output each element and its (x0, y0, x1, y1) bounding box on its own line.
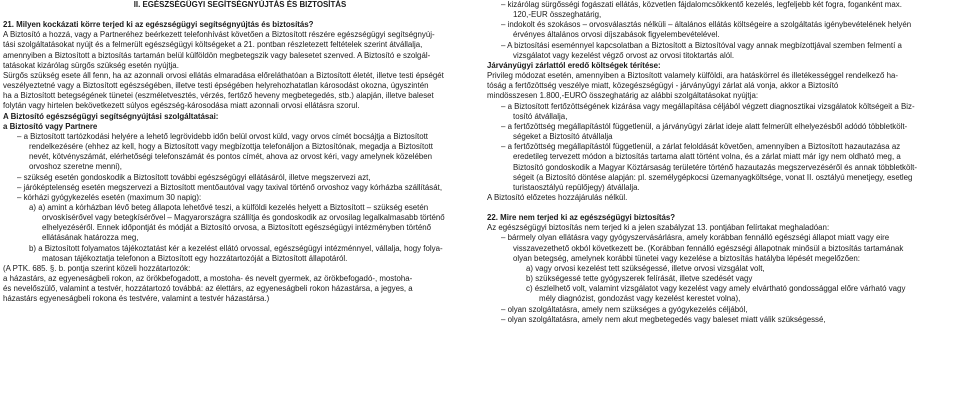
list-subitem-continuation: mély diagnózist, gondozást vagy kezelést kerestet volna), (539, 294, 741, 304)
list-item: – a fertőzöttség megállapítástól függetlenül, a járványügyi zárlat ideje alatt felmerült elhelyezésből adódó többletkölt- (501, 121, 908, 131)
paragraph-line: ha a Biztosított betegségének tünetei (eszméletvesztés, vérzés, fertőző heveny megbetegedés, stb.) alapján, illetve baleset (3, 91, 434, 101)
list-subitem: a) vagy orvosi kezelést tett szükségessé, illetve orvosi vizsgálat volt, (526, 263, 765, 273)
paragraph-line: veszélyeztetné vagy a Biztosított egészségében, illetve testi épségében helyrehozhatatlan károsodást okozna, úgyszintén (3, 81, 429, 91)
list-subitem: a) a) amint a kórházban lévő beteg állapota lehetővé teszi, a külföldi kezelés helyett a Biztosított – szükség esetén (29, 202, 429, 212)
list-item-continuation: orvoshoz szeretne menni), (29, 162, 122, 172)
paragraph-line: és nevelőszülő, valamint a testvér, hozzátartozó továbbá: az élettárs, az egyeneságbeli rokon házastársa, a jegyes, a (3, 284, 413, 294)
paragraph-line: házastárs egyeneságbeli rokona és testvére, valamint a testvér házastársa.) (3, 294, 270, 304)
list-item: – olyan szolgáltatásra, amely nem akut megbetegedés vagy baleset miatt válik szükségessé, (501, 314, 826, 324)
list-item: – a Biztosított tartózkodási helyére a lehető legrövidebb időn belül orvost küld, vagy orvos címét bocsájtja a Biztosított (17, 131, 428, 141)
paragraph-line: a házastárs, az egyeneságbeli rokon, az örökbefogadott, a mostoha- és nevelt gyermek, az örökbefogadó-, mostoha- (3, 274, 413, 284)
list-item-continuation: visszavezethető okból következett be. (Korábban fennálló egészségi állapotnak minősül a biztosítás tartamának (513, 243, 904, 253)
list-item-continuation: ségeket a Biztosító átvállalja (513, 132, 613, 142)
list-item-continuation: tosító átvállalja, (513, 111, 568, 121)
list-item: – kizárólag sürgősségi fogászati ellátás, közvetlen fájdalomcsökkentő kezelés, legfeljebb két fogra, foganként max. (501, 0, 902, 9)
list-subitem: b) szükségessé tette gyógyszerek felírását, illetve szedését vagy (526, 274, 753, 284)
list-subitem: b) a Biztosított folyamatos tájékoztatást kér a kezelést ellátó orvossal, egészségügyi intézménnyel, vállalja, hogy folya- (29, 243, 443, 253)
paragraph-line: Az egészségügyi biztosítás nem terjed ki a jelen szabályzat 13. pontjában felírtakat meghaladóan: (487, 223, 830, 233)
list-item-continuation: nevét, kötvényszámát, elérhetőségi telefonszámát és pontos címét, ahova az orvost kéri, vagy amelynek közelében (29, 152, 433, 162)
list-item: – A biztosítási eseménnyel kapcsolatban a Biztosított a Biztosítóval vagy annak megbízottjával szemben felmentí a (501, 40, 902, 50)
ptk-reference: (A PTK. 685. §. b. pontja szerint közeli hozzátartozók: (3, 263, 191, 273)
list-subitem-continuation: elhelyezéséről. Ennek időpontját és módját a Biztosító orvosa, a Biztosított egészségügyi intézményben történő (42, 223, 432, 233)
list-item: – a fertőzöttség megállapítástól függetlenül, a zárlat feloldását követően, amennyiben a Biztosított hazautazása az (501, 142, 901, 152)
paragraph-line: Sürgős szükség esete áll fenn, ha az azonnali orvosi ellátás elmaradása előreláthatóan a Biztosított életét, illetve testi épségét (3, 70, 444, 80)
left-column (3, 0, 477, 305)
list-item-continuation: rendelkezésére (ehhez az kell, hogy a Biztosított vagy megbízottja telefonáljon a Biztosítónak, megadja a Biztosított (29, 142, 433, 152)
list-item-continuation: eredetileg tervezett módon a biztosítás tartama alatt történt volna, és a zárlat miatt már így nem oldható meg, a (513, 152, 901, 162)
paragraph-line: tási szolgáltatásokat nyújt és a felmerült egészségügyi költségeket a 21. pontban részletezett feltételek szerint átvállalja, (3, 40, 423, 50)
paragraph-line: A Biztosító előzetes hozzájárulás nélkül. (487, 192, 628, 202)
paragraph-line: mindösszesen 1.800,-EURÓ összeghatárig az alábbi szolgáltatásokat nyújtja: (487, 91, 759, 101)
paragraph-line: folytán vagy hirtelen bekövetkezett súlyos egészség-károsodása miatt azonnali orvosi ellátásra szorul. (3, 101, 360, 111)
list-item: – szükség esetén gondoskodik a Biztosított további egészségügyi ellátásáról, illetve megszervezi azt, (17, 172, 371, 182)
list-item-continuation: vizsgálatot vagy kezelést végző orvost az orvosi titoktartás alól. (513, 50, 735, 60)
paragraph-line: amennyiben a Biztosított a biztosítás tartamán belül külföldön megbetegszik vagy balesetet szenved. A Biztosító e szolgál- (3, 50, 431, 60)
list-item-continuation: olyan betegség, amelynek korábbi tünetei vagy kezelése a biztosítás hatályba lépését megelőzően: (513, 253, 860, 263)
partner-subheading: a Biztosító vagy Partnere (3, 121, 98, 131)
list-subitem-continuation: orvoskísérővel vagy betegkísérővel – Magyarországra szállítja és gondoskodik az orvosilag legalkalmasabb történő (42, 213, 445, 223)
list-item-continuation: Biztosító gondoskodik a Magyar Köztársaság területére történő hazautazás megszervezéséről és annak többletkölt- (513, 162, 917, 172)
list-item-continuation: ségeit (a Biztosító döntése alapján: pl. személygépkocsi üzemanyagköltsége, vonat II. osztályú menetjegy, esetleg (513, 172, 913, 182)
list-item-continuation: 120,-EUR összeghatárig, (513, 10, 602, 20)
question-21-heading: 21. Milyen kockázati körre terjed ki az egészségügyi segítségnyújtás és biztosítás? (3, 20, 314, 30)
list-item-continuation: érvényes általános orvosi díjszabások figyelembevételével. (513, 30, 720, 40)
section-header: II. EGÉSZSÉGÜGYI SEGÍTSÉGNYÚJTÁS ÉS BIZTOSÍTÁS (133, 0, 347, 9)
list-item: – kórházi gyógykezelés esetén (maximum 30 napig): (17, 192, 202, 202)
list-subitem-continuation: ellátásának határozza meg, (42, 233, 139, 243)
list-item: – járóképtelenség esetén megszervezi a Biztosított mentőautóval vagy taxival történő orvoshoz vagy kórházba szállítását, (17, 182, 443, 192)
paragraph-line: tóság a fertőzöttség veszélye miatt, közegészségügyi - járványügyi zárlat alá vonja, akkor a Biztosító (487, 81, 839, 91)
list-item: – indokolt és szokásos – orvosválasztás nélküli – általános ellátás költségeire a szolgáltatás igénybevételének helyén (501, 20, 912, 30)
paragraph-line: A Biztosító a hozzá, vagy a Partneréhez beérkezett telefonhívást követően a Biztosított részére egészségügyi segítségnyúj- (3, 30, 435, 40)
list-item-continuation: turistaosztályú repülőjegy) átvállalja. (513, 182, 640, 192)
paragraph-line: tatásokat kizárólag sürgős szükség esetén nyújtja. (3, 60, 179, 70)
list-item: – a Biztosított fertőzöttségének kizárása vagy megállapítása céljából végzett diagnosztikai vizsgálatok költségeit a Biz- (501, 101, 915, 111)
services-subheading: A Biztosító egészségügyi segítségnyújtási szolgáltatásai: (3, 111, 219, 121)
paragraph-line: Privileg módozat esetén, amennyiben a Biztosított valamely külföldi, ara hatáskörrel és illetékességgel rendelkező ha- (487, 71, 898, 81)
right-column (487, 0, 957, 325)
list-item: – olyan szolgáltatásra, amely nem szükséges a gyógykezelés céljából, (501, 304, 748, 314)
list-item: – bármely olyan ellátásra vagy gyógyszervásárlásra, amely korábban fennálló egészségi állapot miatt vagy eire (501, 233, 890, 243)
question-22-heading: 22. Mire nem terjed ki az egészségügyi biztosítás? (487, 213, 676, 223)
list-subitem-continuation: matosan tájékoztatja telefonon a Biztosított egy hozzátartozóját a Biztosított állapotáról. (42, 253, 348, 263)
epidemic-heading: Járványügyi zárlattól eredő költségek térítése: (487, 60, 661, 70)
list-subitem: c) észlelhető volt, valamint vizsgálatot vagy kezelést vagy amely elvártható gondossággal előre várható vagy (526, 284, 906, 294)
